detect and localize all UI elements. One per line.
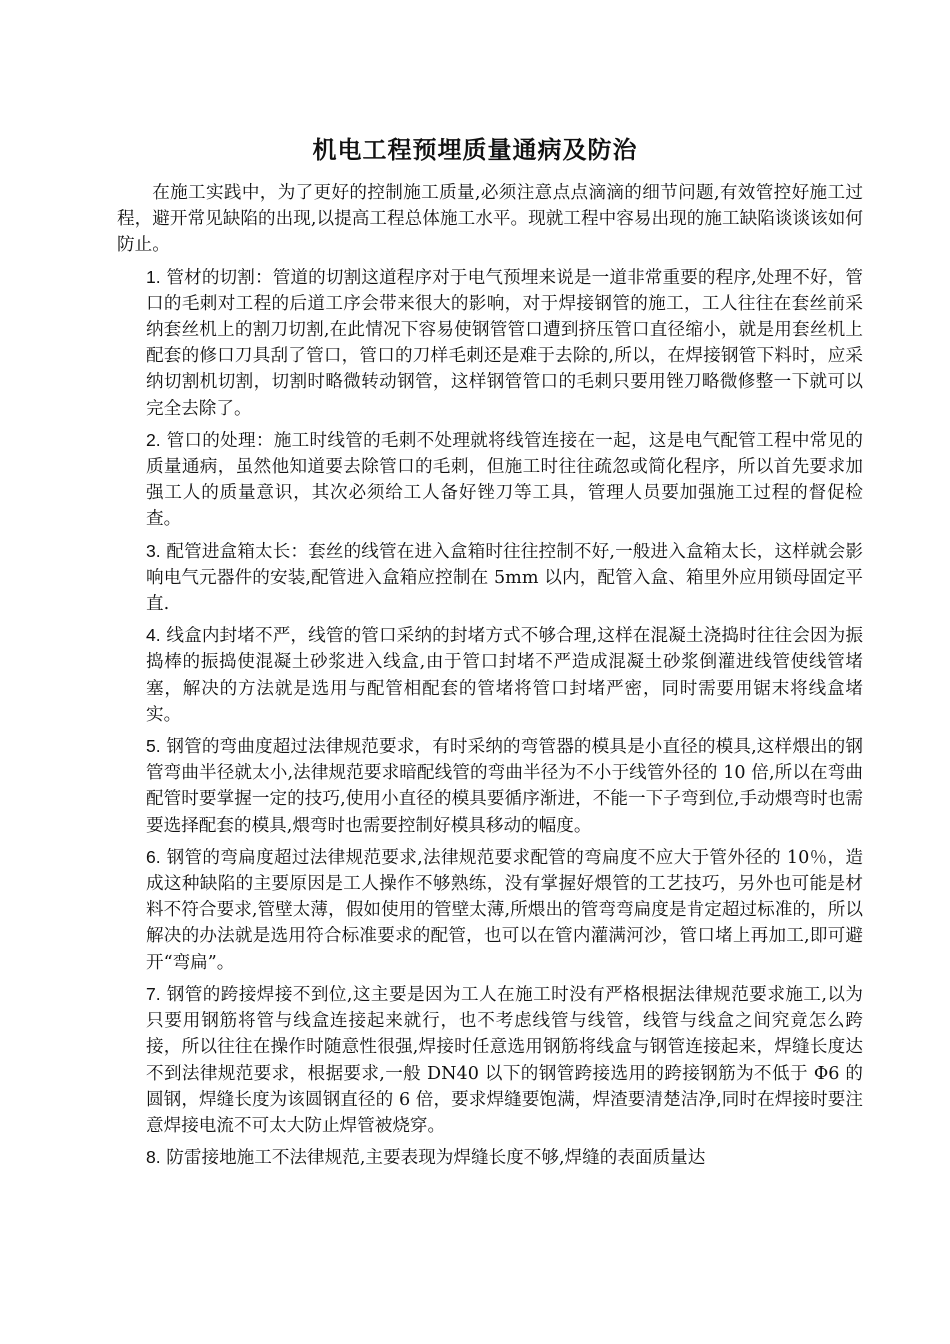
item-number: 3.: [146, 540, 161, 561]
list-item: [117, 1144, 863, 1171]
list-item: [117, 622, 863, 728]
item-number: 6.: [146, 846, 161, 867]
intro-paragraph: 在施工实践中，为了更好的控制施工质量,必须注意点点滴滴的细节问题,有效管控好施工过程，避开常见缺陷的出现,以提高工程总体施工水平。现就工程中容易出现的施工缺陷谈谈该如何防止。: [117, 183, 863, 256]
document-title: 机电工程预埋质量通病及防治: [312, 135, 638, 164]
item-number: 8.: [146, 1147, 161, 1168]
item-text: 管口的处理：施工时线管的毛刺不处理就将线管连接在一起，这是电气配管工程中常见的质量通病，虽然他知道要去除管口的毛刺，但施工时往往疏忽或简化程序，所以首先要求加强工人的质量意识，其次必须给工人备好锉刀等工具，管理人员要加强施工过程的督促检查。: [146, 430, 863, 530]
item-number: 2.: [146, 429, 161, 450]
list-item: [117, 538, 863, 618]
item-text: 配管进盒箱太长：套丝的线管在进入盒箱时往往控制不好,一般进入盒箱太长，这样就会影响电气元器件的安装,配管进入盒箱应控制在 5mm 以内，配管入盒、箱里外应用锁母固定平直.: [146, 541, 863, 615]
list-item: [117, 733, 863, 839]
item-number: 7.: [146, 983, 161, 1004]
item-text: 防雷接地施工不法律规范,主要表现为焊缝长度不够,焊缝的表面质量达: [166, 1148, 706, 1169]
list-item: [117, 427, 863, 533]
item-number: 1.: [146, 266, 161, 287]
document-body: [117, 180, 863, 1176]
list-item: [117, 844, 863, 976]
item-number: 5.: [146, 736, 161, 757]
item-text: 钢管的弯扁度超过法律规范要求,法律规范要求配管的弯扁度不应大于管外径的 10％，造成这种缺陷的主要原因是工人操作不够熟练，没有掌握好煨管的工艺技巧，另外也可能是材料不符合要求,管壁太薄，假如使用的管壁太薄,所煨出的管弯弯扁度是肯定超过标准的，所以解决的办法就是选用符合标准要求的配管，也可以在管内灌满河沙，管口堵上再加工,即可避开“弯扁”。: [146, 847, 864, 973]
item-text: 钢管的弯曲度超过法律规范要求，有时采纳的弯管器的模具是小直径的模具,这样煨出的钢管弯曲半径就太小,法律规范要求暗配线管的弯曲半径为不小于线管外径的 10 倍,所以在弯曲配管时要掌握一定的技巧,使用小直径的模具要循序渐进，不能一下子弯到位,手动煨弯时也需要选择配套的模具,煨弯时也需要控制好模具移动的幅度。: [146, 737, 863, 836]
item-text: 钢管的跨接焊接不到位,这主要是因为工人在施工时没有严格根据法律规范要求施工,以为只要用钢筋将管与线盒连接起来就行，也不考虑线管与线管，线管与线盒之间究竟怎么跨接，所以往往在操作时随意性很强,焊接时任意选用钢筋将线盒与钢管连接起来，焊缝长度达不到法律规范要求，根据要求,一般 DN40 以下的钢管跨接选用的跨接钢筋为不低于 Φ6 的圆钢，焊缝长度为该圆钢直径的 6 倍，要求焊缝要饱满，焊渣要清楚洁净,同时在焊接时要注意焊接电流不可太大防止焊管被烧穿。: [146, 984, 863, 1136]
item-text: 管材的切割：管道的切割这道程序对于电气预埋来说是一道非常重要的程序,处理不好，管口的毛刺对工程的后道工序会带来很大的影响，对于焊接钢管的施工，工人往往在套丝前采纳套丝机上的割刀切割,在此情况下容易使钢管管口遭到挤压管口直径缩小，就是用套丝机上配套的修口刀具刮了管口，管口的刀样毛刺还是难于去除的,所以，在焊接钢管下料时，应采纳切割机切割，切割时略微转动钢管，这样钢管管口的毛刺只要用锉刀略微修整一下就可以完全去除了。: [146, 267, 863, 419]
list-item: [117, 981, 863, 1139]
item-number: 4.: [146, 625, 161, 646]
list-item: [117, 264, 863, 422]
item-text: 线盒内封堵不严，线管的管口采纳的封堵方式不够合理,这样在混凝土浇捣时往往会因为振捣棒的振捣使混凝土砂浆进入线盒,由于管口封堵不严造成混凝土砂浆倒灌进线管使线管堵塞，解决的方法就是选用与配管相配套的管堵将管口封堵严密，同时需要用锯末将线盒堵实。: [146, 626, 863, 725]
